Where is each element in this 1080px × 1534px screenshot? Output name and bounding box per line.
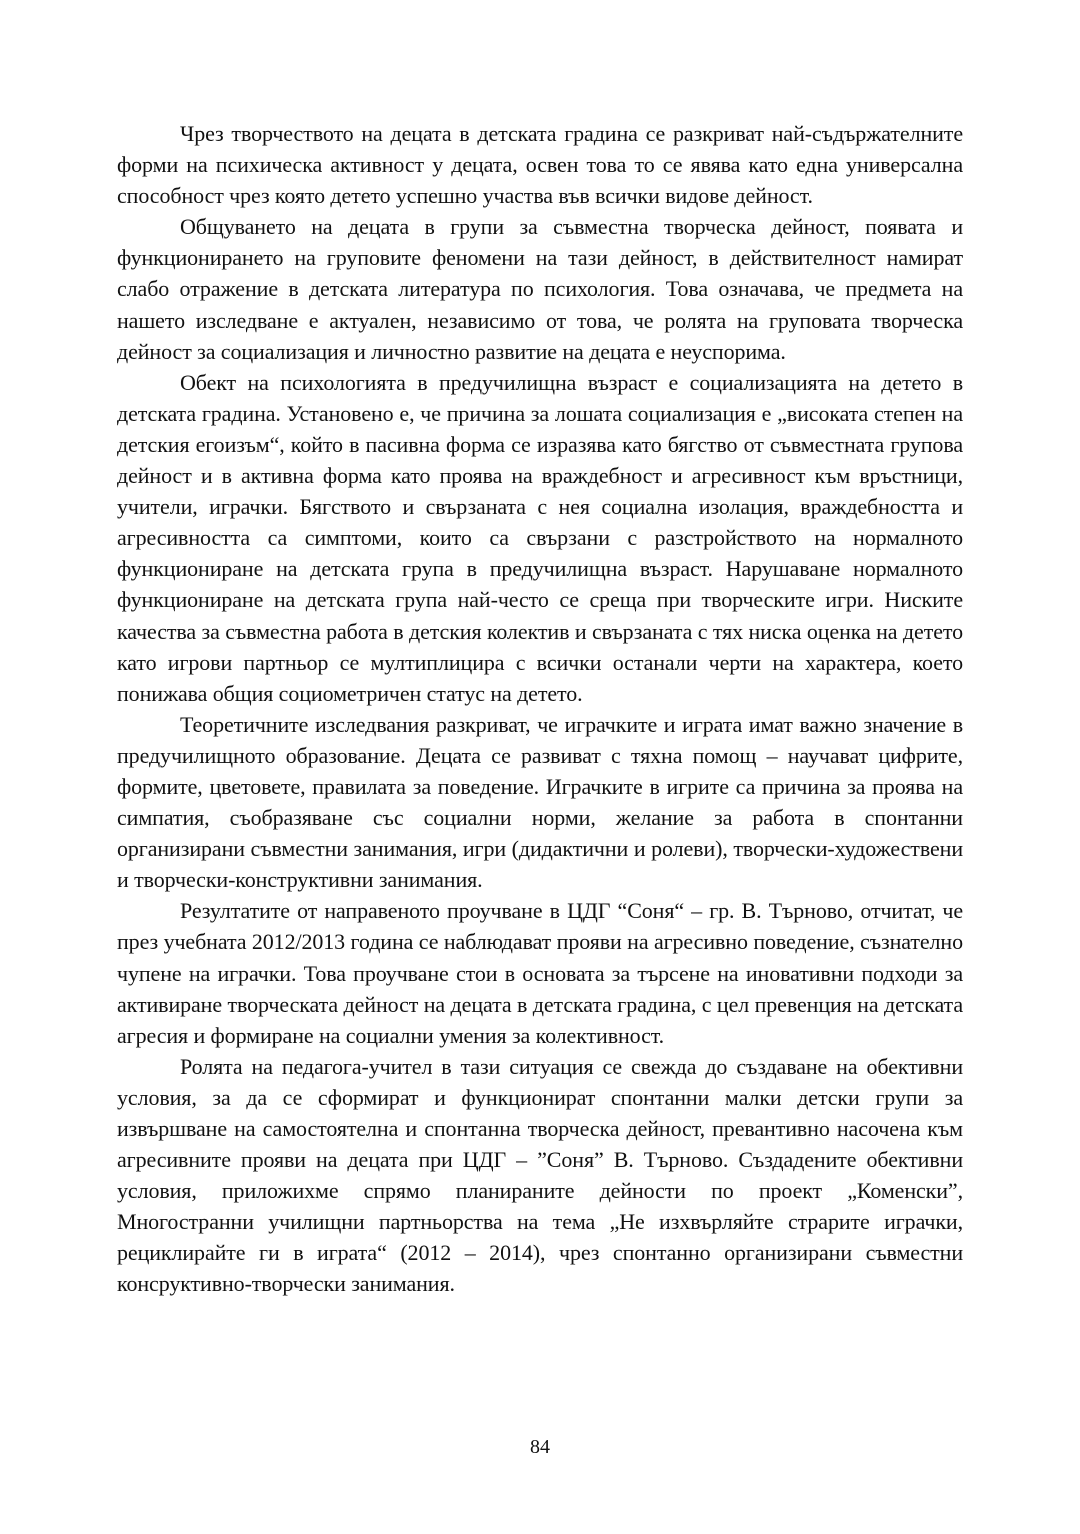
paragraph-6: Ролята на педагога-учител в тази ситуация се свежда до създаване на обективни условия, за да се сформират и функционират спонтанни малки детски групи за извършване на самостоятелна и спонтанна творческа дейност, превантивно насочена към агресивните прояви на децата при ЦДГ – ”Соня” В. Търново. Създадените обективни условия, приложихме спрямо планираните дейности по проект „Коменски”, Многостранни училищни партньорства на тема „Не изхвърляйте страрите играчки, рециклирайте ги в играта“ (2012 – 2014), чрез спонтанно организирани съвместни консруктивно-творчески занимания. xyxy=(117,1053,963,1297)
page-number: 84 xyxy=(530,1436,550,1458)
paragraph-3: Обект на психологията в предучилищна възраст е социализацията на детето в детската градина. Установено е, че причина за лошата социализация е „високата степен на детския егоизъм“, който в пасивна форма се изразява като бягство от съвместната групова дейност и в активна форма като проява на враждебност и агресивност към връстници, учители, играчки. Бягството и свързаната с нея социална изолация, враждебността и агресивността са симптоми, които са свързани с разстройството на нормалното функциониране на детската група в предучилищна възраст. Нарушаване нормалното функциониране на детската група най-често се среща при творческите игри. Ниските качества за съвместна работа в детския колектив и свързаната с тях ниска оценка на детето като игрови партньор се мултиплицира с всички останали черти на характера, което понижава общия социометричен статус на детето. xyxy=(117,369,963,706)
paragraph-5: Резултатите от направеното проучване в ЦДГ “Соня“ – гр. В. Търново, отчитат, че през учебната 2012/2013 година се наблюдават прояви на агресивно поведение, съзнателно чупене на играчки. Това проучване стои в основата за търсене на иновативни подходи за активиране творческата дейност на децата в детската градина, с цел превенция на детската агресия и формиране на социални умения за колективност. xyxy=(117,898,963,1048)
paragraph-4: Теоретичните изследвания разкриват, че играчките и играта имат важно значение в предучилищното образование. Децата се развиват с тяхна помощ – научават цифрите, формите, цветовете, правилата за поведение. Играчките в игрите са причина за проява на симпатия, съобразяване със социални норми, желание за работа в спонтанни организирани съвместни занимания, игри (дидактични и ролеви), творчески-художествени и творчески-конструктивни занимания. xyxy=(117,711,963,893)
paragraph-2: Общуването на децата в групи за съвместна творческа дейност, появата и функционирането на груповите феномени на тази дейност, в действителност намират слабо отражение в детската литература по психология. Това означава, че предмета на нашето изследване е актуален, независимо от това, че ролята на груповата творческа дейност за социализация и личностно развитие на децата е неуспорима. xyxy=(117,214,963,364)
body-text xyxy=(117,118,963,1300)
paragraph-1: Чрез творчеството на децата в детската градина се разкриват най-съдържателните форми на психическа активност у децата, освен това то се явява като една универсална способност чрез която детето успешно участва във всички видове дейност. xyxy=(117,121,963,209)
